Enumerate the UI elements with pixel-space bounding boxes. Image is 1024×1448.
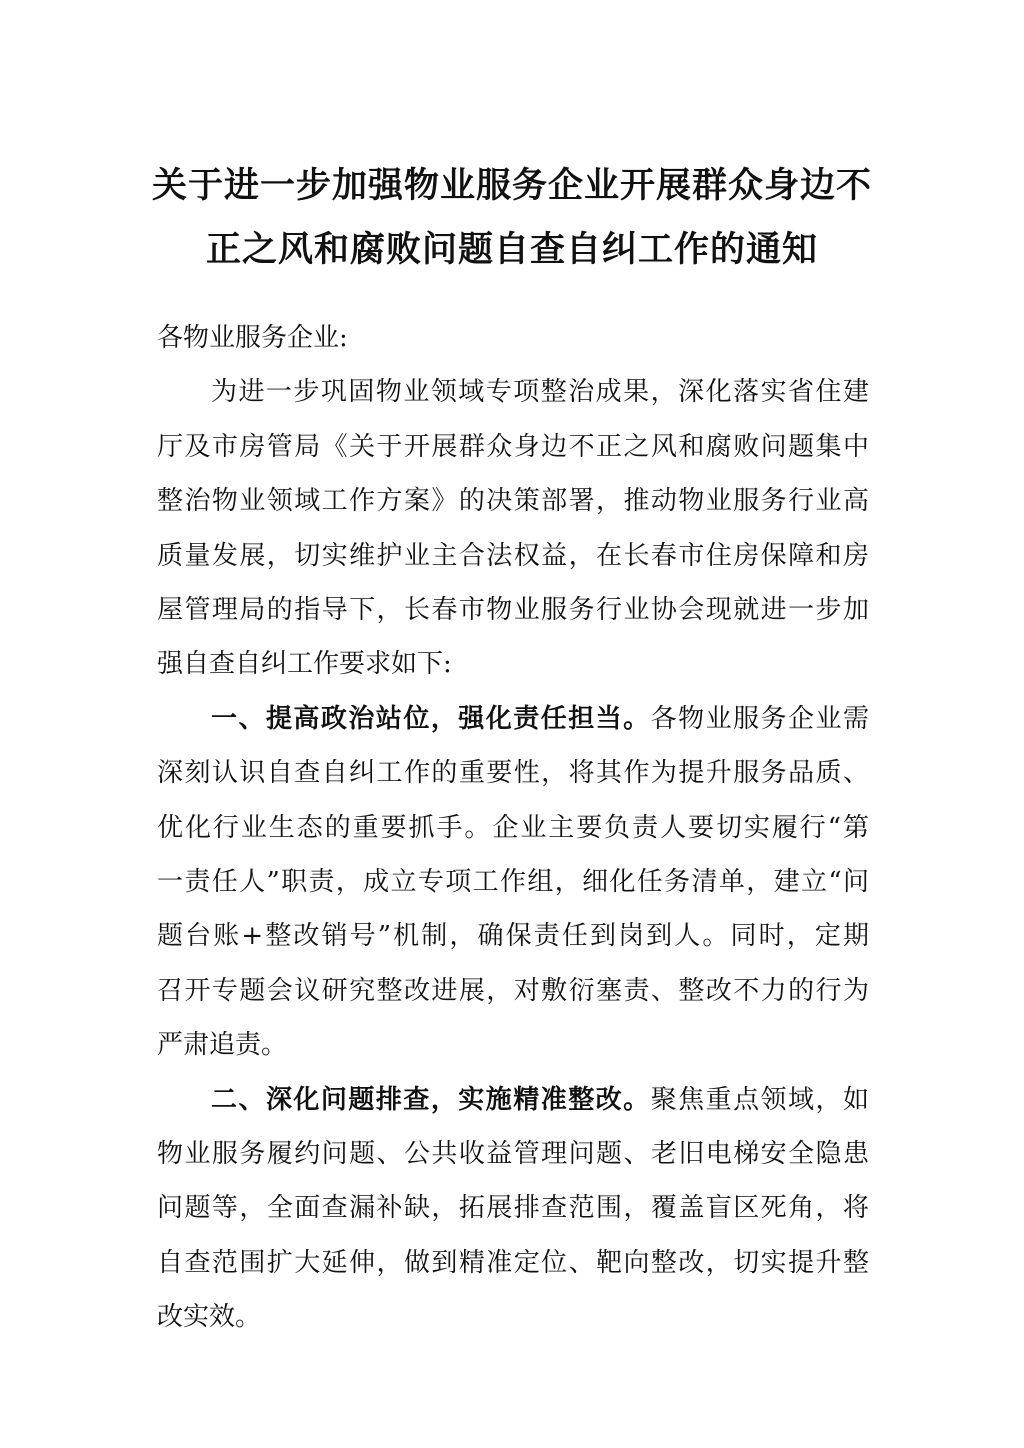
document-title-line-1: 关于进一步加强物业服务企业开展群众身边不 [151, 166, 872, 206]
section-2-heading: 二、深化问题排查，实施精准整改。 [211, 1085, 651, 1115]
document-title-line-2: 正之风和腐败问题自查自纠工作的通知 [205, 230, 818, 270]
section-2-first-line [211, 1084, 869, 1116]
section-2-line: 自查范围扩大延伸，做到精准定位、靶向整改，切实提升整 [157, 1248, 869, 1278]
section-1-line: 一责任人”职责，成立专项工作组，细化任务清单，建立“问 [157, 867, 869, 897]
intro-line: 为进一步巩固物业领域专项整治成果，深化落实省住建 [211, 377, 869, 407]
section-1-first-line [211, 703, 869, 735]
section-1-line: 优化行业生态的重要抓手。企业主要负责人要切实履行“第 [157, 813, 869, 843]
intro-line: 质量发展，切实维护业主合法权益，在长春市住房保障和房 [157, 541, 869, 571]
intro-line: 厅及市房管局《关于开展群众身边不正之风和腐败问题集中 [157, 432, 869, 462]
section-2-line: 问题等，全面查漏补缺，拓展排查范围，覆盖盲区死角，将 [157, 1193, 869, 1223]
section-2-first-line-text: 聚焦重点领域，如 [650, 1085, 869, 1115]
intro-line: 整治物业领域工作方案》的决策部署，推动物业服务行业高 [157, 486, 869, 516]
section-1-line: 题台账+整改销号”机制，确保责任到岗到人。同时，定期 [157, 921, 869, 951]
section-2-line: 改实效。 [157, 1302, 262, 1332]
intro-line: 强自查自纠工作要求如下: [157, 649, 452, 679]
section-1-line: 深刻认识自查自纠工作的重要性，将其作为提升服务品质、 [157, 758, 869, 788]
intro-line: 屋管理局的指导下，长春市物业服务行业协会现就进一步加 [157, 595, 869, 625]
section-1-first-line-text: 各物业服务企业需 [650, 704, 869, 734]
section-1-line: 召开专题会议研究整改进展，对敷衍塞责、整改不力的行为 [157, 976, 869, 1006]
section-1-line: 严肃追责。 [157, 1030, 288, 1060]
section-1-heading: 一、提高政治站位，强化责任担当。 [211, 704, 651, 734]
section-2-line: 物业服务履约问题、公共收益管理问题、老旧电梯安全隐患 [157, 1139, 869, 1169]
salutation: 各物业服务企业: [157, 323, 348, 353]
